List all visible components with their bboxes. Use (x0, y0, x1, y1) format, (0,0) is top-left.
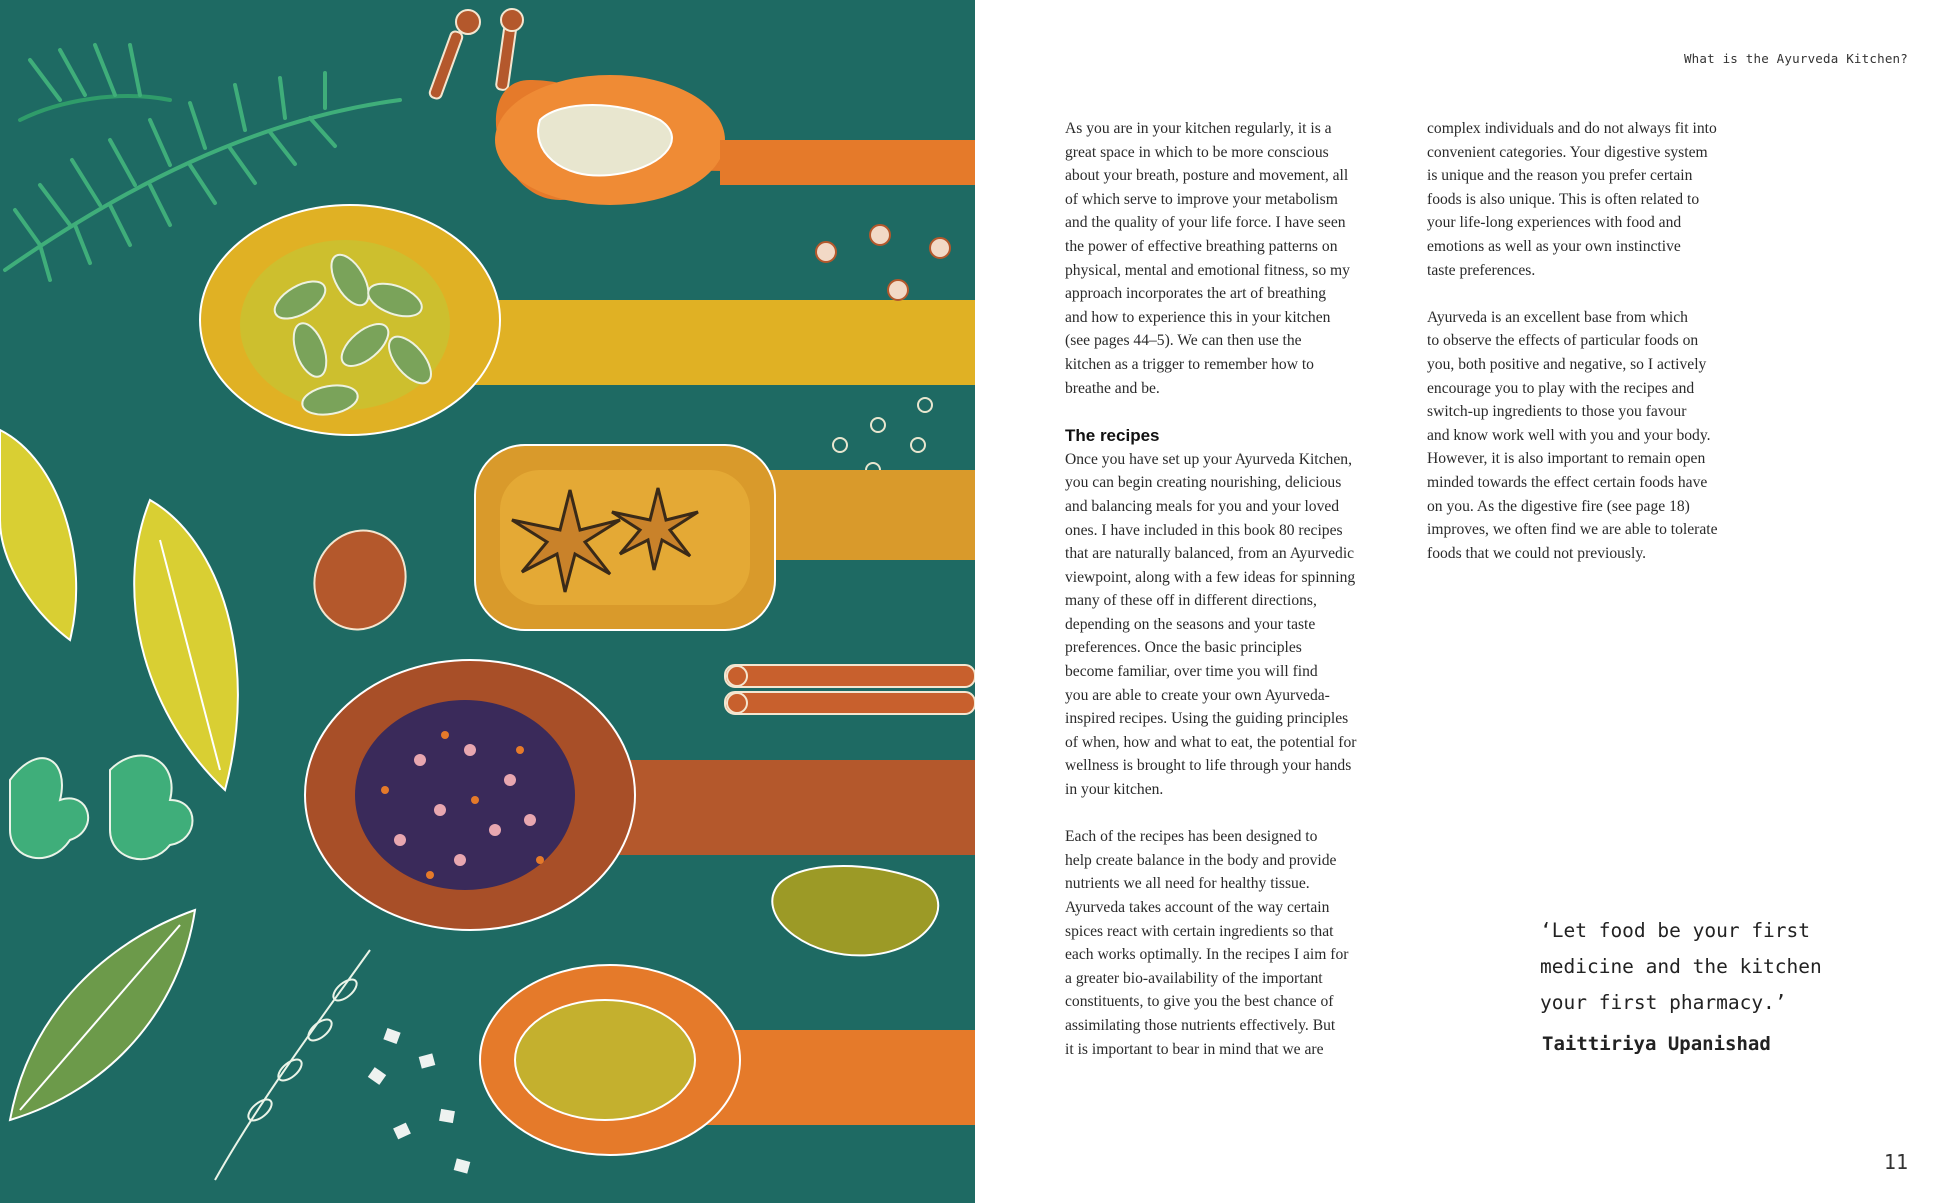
text-column-left (1065, 117, 1415, 1085)
intro-paragraph: As you are in your kitchen regularly, it is a great space in which to be more conscious about your breath, posture and movement, all of which serve to improve your metabolism and the quality of your life force. I have seen the power of effective breathing patterns on physical, mental and emotional fitness, so my approach incorporates the art of breathing and how to experience this in your kitchen (see pages 44–5). We can then use the kitchen as a trigger to remember how to breathe and be. (1065, 120, 1350, 397)
page-number: 11 (1883, 1150, 1908, 1174)
recipes-design-paragraph: Each of the recipes has been designed to help create balance in the body and provide nutrients we all need for healthy tissue. Ayurveda takes account of the way certain spices react with certain ingredients so that each works optimally. In the recipes I aim for a greater bio-availability of the important constituents, to give you the best chance of assimilating those nutrients effectively. But it is important to bear in mind that we are (1065, 828, 1349, 1058)
text-page (975, 0, 1946, 1203)
pull-quote: ‘Let food be your first medicine and the kitchen your first pharmacy.’ (1540, 919, 1822, 1014)
section-subheading: The recipes (1065, 425, 1160, 445)
recipes-paragraph: Once you have set up your Ayurveda Kitchen, you can begin creating nourishing, delicious and balancing meals for you and your loved ones. I have included in this book 80 recipes that are naturally balanced, from an Ayurvedic viewpoint, along with a few ideas for spinning many of these off in different directions, depending on the seasons and your taste preferences. Once the basic principles become familiar, over time you will find you are able to create your own Ayurveda- inspired recipes. Using the guiding principles of when, how and what to eat, the potential for wellness is brought to life through your hands in your kitchen. (1065, 450, 1357, 799)
quote-source: Taittiriya Upanishad (1542, 1033, 1771, 1055)
text-column-right (1427, 117, 1777, 589)
running-head: What is the Ayurveda Kitchen? (1683, 51, 1908, 66)
individuals-paragraph: complex individuals and do not always fit into convenient categories. Your digestive system is unique and the reason you prefer certain foods is also unique. This is often related to your life-long experiences with food and emotions as well as your own instinctive taste preferences. (1427, 120, 1717, 279)
ayurveda-base-paragraph: Ayurveda is an excellent base from which to observe the effects of particular foods on you, both positive and negative, so I actively encourage you to play with the recipes and switch-up ingredients to those you favour and know work well with you and your body. However, it is also important to remain open minded towards the effect certain foods have on you. As the digestive fire (see page 18) improves, we often find we are able to tolerate foods that we could not previously. (1427, 308, 1718, 562)
